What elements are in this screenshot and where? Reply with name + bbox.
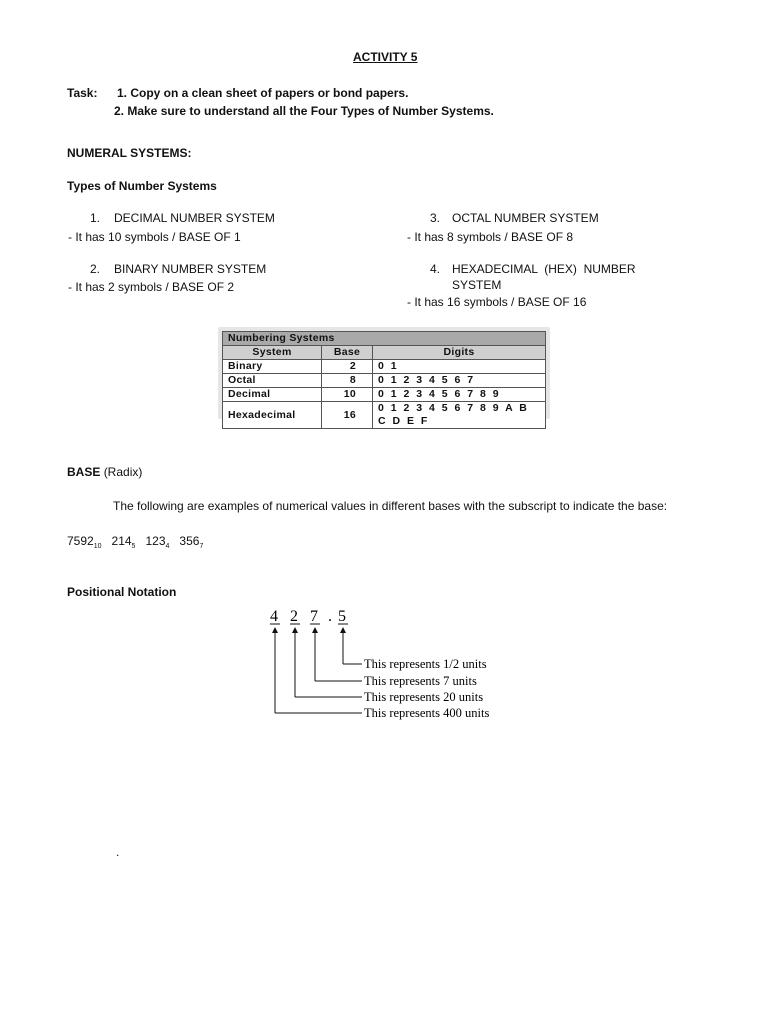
digit-7: 7 [310,608,318,625]
example-value: 214 [111,534,132,548]
hex-number: 4. [430,262,441,276]
hex-name-line1: HEXADECIMAL (HEX) NUMBER [452,262,636,276]
table-cell-system: Hexadecimal [223,402,322,429]
table-header-base: Base [322,346,373,360]
positional-notation-diagram [260,600,520,730]
table-row [223,374,546,388]
binary-number: 2. [90,262,101,276]
example-value: 123 [145,534,166,548]
table-cell-base: 2 [322,360,373,374]
table-cell-system: Decimal [223,388,322,402]
base-paragraph: The following are examples of numerical values in different bases with the subscript to indicate the base: [113,499,668,513]
table-cell-system: Binary [223,360,322,374]
base-heading: BASE [67,465,101,479]
stray-period: . [116,845,120,859]
table-row [223,402,546,429]
table-cell-digits: 0 1 [373,360,546,374]
table-header-digits: Digits [373,346,546,360]
table-row [223,360,546,374]
task-item-2: 2. Make sure to understand all the Four Types of Number Systems. [114,104,494,118]
decimal-number: 1. [90,211,101,225]
example-base: 10 [93,543,102,550]
table-cell-base: 16 [322,402,373,429]
table-cell-digits: 0 1 2 3 4 5 6 7 [373,374,546,388]
digit-2: 2 [290,608,298,625]
task-item-1: 1. Copy on a clean sheet of papers or bond papers. [117,86,409,100]
numeral-systems-heading: NUMERAL SYSTEMS: [67,146,192,160]
numbering-systems-table [222,331,546,429]
positional-heading: Positional Notation [67,585,177,599]
base-heading-line [67,465,142,479]
hex-name-line2: SYSTEM [452,278,502,292]
table-cell-base: 10 [322,388,373,402]
label-half-units: This represents 1/2 units [364,657,487,671]
example-base: 4 [165,543,170,550]
example-base: 5 [131,543,136,550]
numbering-systems-table-image [218,327,550,427]
binary-desc: - It has 2 symbols / BASE OF 2 [68,280,235,294]
radix-label: (Radix) [103,465,143,479]
table-cell-digits: 0 1 2 3 4 5 6 7 8 9 A B C D E F [373,402,546,429]
decimal-desc: - It has 10 symbols / BASE OF 1 [68,230,241,244]
example-value: 7592 [67,534,94,548]
table-cell-system: Octal [223,374,322,388]
task-label: Task: [67,86,98,100]
table-header-system: System [223,346,322,360]
types-heading: Types of Number Systems [67,179,217,193]
octal-name: OCTAL NUMBER SYSTEM [452,211,599,225]
base-examples [67,534,203,550]
decimal-point: . [328,608,332,625]
decimal-name: DECIMAL NUMBER SYSTEM [114,211,275,225]
hex-desc: - It has 16 symbols / BASE OF 16 [407,295,587,309]
octal-number: 3. [430,211,441,225]
digit-4: 4 [270,608,278,625]
label-twenty-units: This represents 20 units [364,690,484,704]
page-title: ACTIVITY 5 [353,50,418,64]
table-row [223,388,546,402]
table-caption: Numbering Systems [223,332,546,346]
octal-desc: - It has 8 symbols / BASE OF 8 [407,230,574,244]
example-value: 356 [179,534,200,548]
digit-5: 5 [338,608,346,625]
label-seven-units: This represents 7 units [364,674,477,688]
binary-name: BINARY NUMBER SYSTEM [114,262,267,276]
table-cell-digits: 0 1 2 3 4 5 6 7 8 9 [373,388,546,402]
example-base: 7 [199,543,204,550]
table-cell-base: 8 [322,374,373,388]
label-four-hundred-units: This represents 400 units [364,706,490,720]
